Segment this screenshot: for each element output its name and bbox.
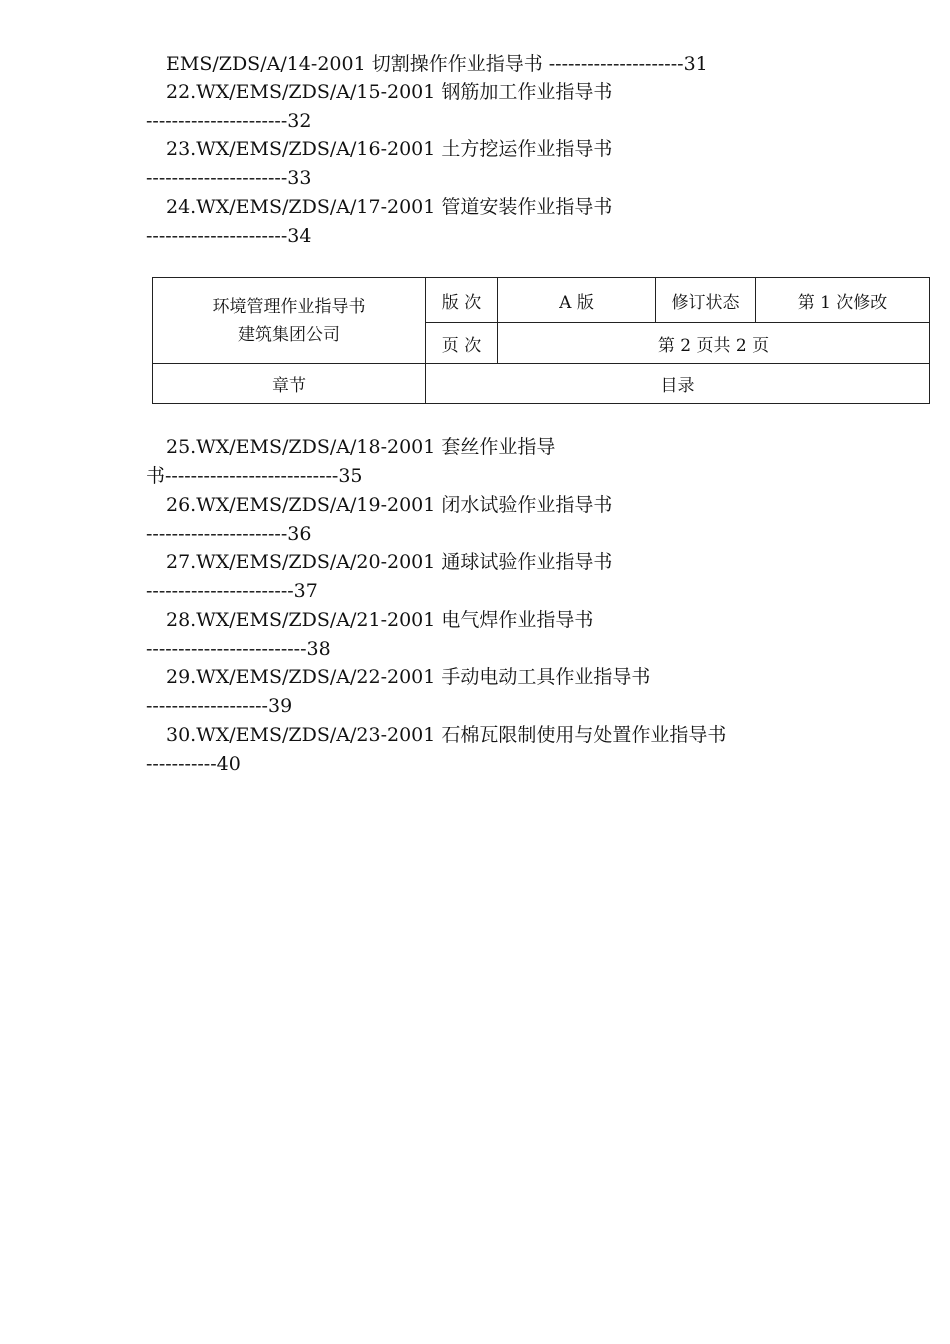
toc-leader-line: -------------------39 (146, 695, 293, 717)
version-label: 版 次 (426, 278, 498, 323)
company-name: 建筑集团公司 (238, 324, 340, 345)
toc-leader-line: -------------------------38 (146, 638, 331, 660)
chapter-label: 章节 (153, 364, 426, 404)
document-type-title: 环境管理作业指导书 (212, 296, 366, 317)
toc-leader-line: 书---------------------------35 (146, 465, 363, 487)
toc-leader-line: ----------------------36 (146, 523, 312, 545)
toc-leader-line: -----------40 (146, 753, 241, 775)
toc-leader-line: ----------------------32 (146, 110, 312, 132)
toc-leader-line: ----------------------34 (146, 225, 312, 247)
page-value: 第 2 页共 2 页 (498, 323, 930, 364)
toc-line: 26.WX/EMS/ZDS/A/19-2001 闭水试验作业指导书 (166, 494, 613, 516)
toc-leader-line: ----------------------33 (146, 167, 312, 189)
chapter-value: 目录 (426, 364, 930, 404)
toc-line: 24.WX/EMS/ZDS/A/17-2001 管道安装作业指导书 (166, 196, 613, 218)
toc-line: 25.WX/EMS/ZDS/A/18-2001 套丝作业指导 (166, 436, 556, 458)
toc-line: 30.WX/EMS/ZDS/A/23-2001 石棉瓦限制使用与处置作业指导书 (166, 724, 727, 746)
organization-cell (153, 278, 426, 364)
page-label: 页 次 (426, 323, 498, 364)
toc-line: EMS/ZDS/A/14-2001 切割操作作业指导书 ---------------------31 (166, 53, 708, 75)
version-value: A 版 (498, 278, 656, 323)
document-header-table (152, 277, 930, 404)
toc-leader-line: -----------------------37 (146, 580, 318, 602)
toc-line: 29.WX/EMS/ZDS/A/22-2001 手动电动工具作业指导书 (166, 666, 651, 688)
toc-line: 23.WX/EMS/ZDS/A/16-2001 土方挖运作业指导书 (166, 138, 613, 160)
toc-line: 28.WX/EMS/ZDS/A/21-2001 电气焊作业指导书 (166, 609, 594, 631)
revision-value: 第 1 次修改 (756, 278, 930, 323)
toc-line: 22.WX/EMS/ZDS/A/15-2001 钢筋加工作业指导书 (166, 81, 613, 103)
revision-label: 修订状态 (656, 278, 756, 323)
toc-line: 27.WX/EMS/ZDS/A/20-2001 通球试验作业指导书 (166, 551, 613, 573)
